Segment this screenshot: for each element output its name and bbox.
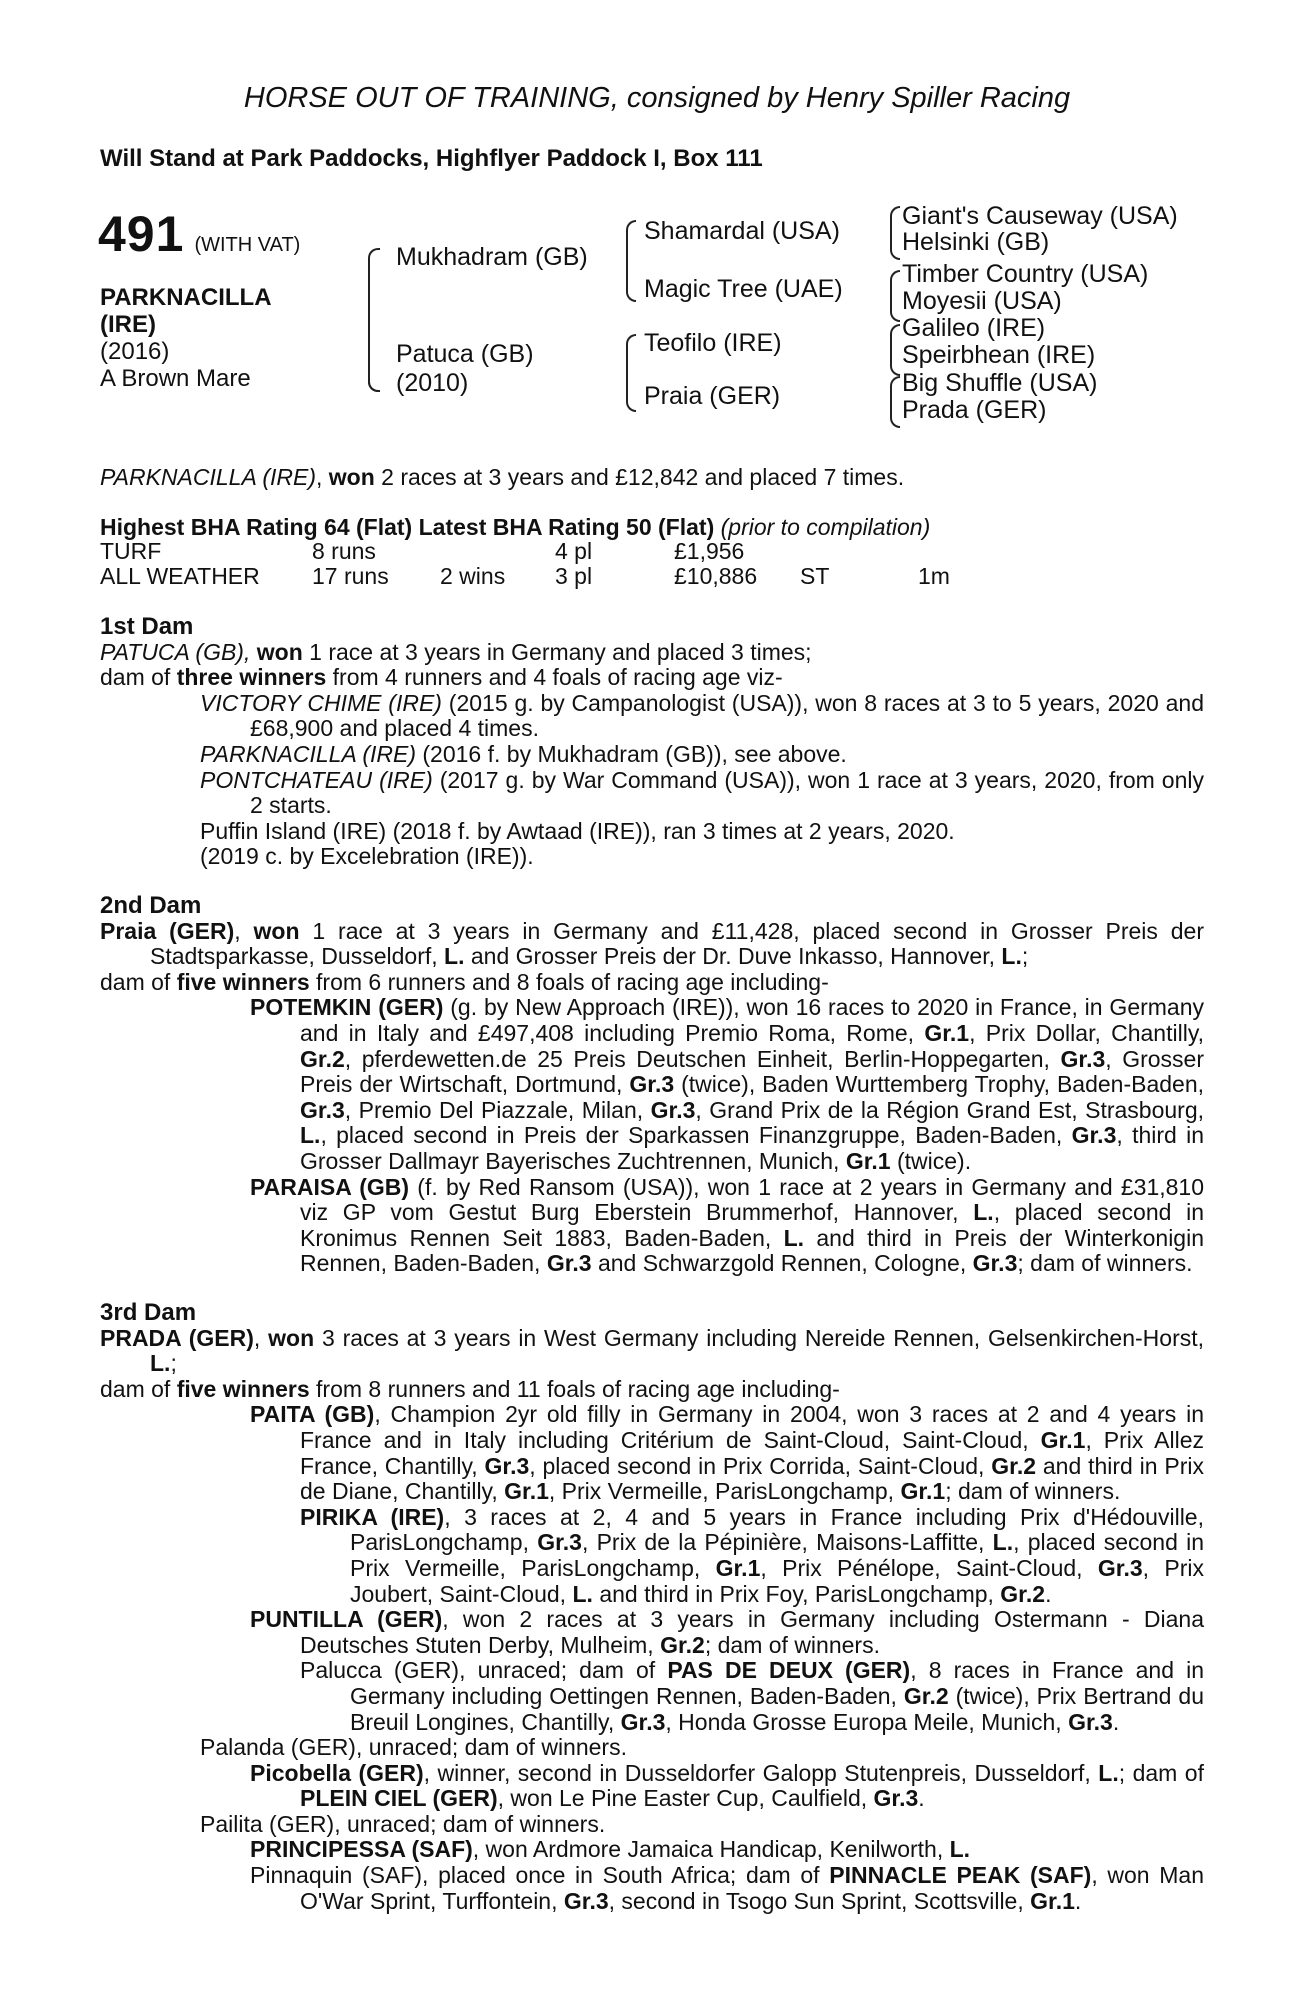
stat-prize: £10,886 — [674, 563, 758, 589]
first-dam-name: PATUCA (GB), — [100, 638, 251, 665]
stats-row-turf — [100, 538, 1200, 566]
dam-dam: Praia (GER) — [644, 382, 781, 410]
g: Gr.3 — [1097, 1554, 1143, 1581]
progeny-name: PUNTILLA (GER) — [250, 1606, 443, 1633]
dam-of-text: from 6 runners and 8 foals of racing age including- — [316, 968, 829, 995]
progeny-palanda: Palanda (GER), unraced; dam of winners. — [200, 1734, 627, 1761]
horse-country: (IRE) — [100, 311, 156, 338]
stat-going: ST — [800, 563, 830, 589]
g: Gr.2 — [1000, 1580, 1046, 1607]
third-dam-name: PRADA (GER) — [100, 1324, 254, 1351]
ggp-3: Timber Country (USA) — [902, 260, 1149, 288]
dam-of-label: dam of — [100, 664, 171, 691]
punct: , — [253, 1324, 261, 1351]
g: Gr.1 — [900, 1478, 946, 1505]
g: Gr.3 — [1071, 1122, 1117, 1149]
t: (twice). — [896, 1147, 972, 1174]
stat-placed: 4 pl — [555, 538, 593, 564]
progeny-name: Picobella (GER) — [250, 1759, 424, 1786]
won-label: won — [253, 917, 300, 944]
record-text: 3 races at 3 years in West Germany including Nereide Rennen, Gelsenkirchen-Horst, — [321, 1324, 1205, 1351]
t: , placed second in Prix Corrida, Saint-Cloud, — [529, 1452, 985, 1479]
won-label: won — [268, 1324, 315, 1351]
stand-location: Will Stand at Park Paddocks, Highflyer Paddock I, Box 111 — [100, 145, 763, 172]
g: Gr.3 — [629, 1071, 675, 1098]
t: . — [1074, 1887, 1082, 1914]
g: Gr.1 — [715, 1554, 761, 1581]
progeny-item — [100, 691, 1204, 742]
progeny-name: VICTORY CHIME (IRE) — [200, 689, 442, 716]
horse-description: A Brown Mare — [100, 365, 251, 392]
t: ; dam of winners. — [704, 1631, 880, 1658]
t: (f. by Red Ransom (USA)), won 1 race at 2 years in Germany and £31,810 viz GP vom Gestut Burg Eberstein Brummerhof, Hannover, — [300, 1173, 1204, 1226]
g: Gr.3 — [300, 1096, 345, 1123]
ggp-1: Giant's Causeway (USA) — [902, 202, 1178, 230]
stat-wins: 2 wins — [440, 563, 506, 589]
consignor-heading: HORSE OUT OF TRAINING, consigned by Henry Spiller Racing — [243, 82, 1071, 114]
punct: , — [234, 917, 241, 944]
t: , placed second in Prix Vermeille, ParisLongchamp, — [350, 1529, 1205, 1581]
dam-sire: Teofilo (IRE) — [644, 329, 782, 357]
g: Gr.2 — [991, 1452, 1037, 1479]
lot-number-block — [98, 205, 300, 263]
g: L. — [992, 1529, 1014, 1556]
ggp-6: Speirbhean (IRE) — [902, 341, 1096, 369]
progeny-text: (2015 g. by Campanologist (USA)), won 8 races at 3 to 5 years, 2020 and £68,900 and placed 4 times. — [250, 689, 1205, 742]
t: , Prix Vermeille, ParisLongchamp, — [548, 1478, 895, 1505]
g: Gr.3 — [546, 1250, 592, 1277]
t: ; dam of — [1118, 1759, 1204, 1786]
second-dam-record — [100, 919, 1204, 970]
punct: ; — [1021, 943, 1029, 970]
horse-identity — [100, 284, 272, 392]
ggp-8: Prada (GER) — [902, 396, 1047, 424]
g: Gr.3 — [537, 1529, 582, 1556]
grade-label: L. — [444, 943, 465, 970]
second-dam-title: 2nd Dam — [100, 892, 202, 919]
t: , won Ardmore Jamaica Handicap, Kenilworth, — [472, 1836, 944, 1863]
t: , 8 races in France and in Germany including Oettingen Rennen, Baden-Baden, — [350, 1657, 1204, 1709]
horse-name: PARKNACILLA — [100, 284, 272, 311]
second-dam-section — [100, 893, 1204, 1277]
stat-surface: TURF — [100, 538, 162, 564]
t: , winner, second in Dusseldorfer Galopp Stutenpreis, Dusseldorf, — [423, 1759, 1091, 1786]
dam-year: (2010) — [396, 369, 469, 397]
t: , won Le Pine Easter Cup, Caulfield, — [497, 1785, 868, 1812]
third-dam-record — [100, 1326, 1204, 1377]
dam-of-winners: three winners — [176, 664, 327, 691]
record-horse: PARKNACILLA (IRE) — [100, 464, 316, 490]
t: , placed second in Kronimus Rennen Seit 1883, Baden-Baden, — [300, 1199, 1205, 1251]
t: and third in Prix Foy, ParisLongchamp, — [599, 1580, 994, 1607]
t: , Champion 2yr old filly in Germany in 2004, won 3 races at 2 and 4 years in France and in Italy including Critérium de Saint-Cloud, Saint-Cloud, — [300, 1401, 1204, 1453]
t: , Prix Allez France, Chantilly, — [300, 1426, 1204, 1479]
t: (twice), Prix Bertrand du Breuil Longines, Chantilly, — [350, 1682, 1204, 1735]
t: , Grosser Preis der Wirtschaft, Dortmund, — [300, 1045, 1205, 1098]
progeny-name: PAITA (GB) — [250, 1401, 375, 1428]
progeny-name: PINNACLE PEAK (SAF) — [829, 1862, 1092, 1889]
g: L. — [572, 1580, 593, 1607]
t: . — [918, 1785, 925, 1812]
g: Gr.1 — [1030, 1887, 1075, 1914]
stat-runs: 17 runs — [312, 563, 389, 589]
first-dam-title: 1st Dam — [100, 613, 194, 640]
t: , Premio Del Piazzale, Milan, — [344, 1096, 644, 1123]
g: Gr.3 — [484, 1452, 530, 1479]
t: , Prix Dollar, Chantilly, — [969, 1019, 1205, 1046]
sire-sire: Shamardal (USA) — [644, 217, 840, 245]
record-text: 1 race at 3 years in Germany and £11,428, placed second in Grosser Preis der Stadtsparkasse, Dusseldorf, — [150, 917, 1205, 970]
bha-rating — [100, 514, 930, 541]
ggp-2: Helsinki (GB) — [902, 228, 1050, 256]
progeny-item: (2019 c. by Excelebration (IRE)). — [200, 843, 534, 870]
grade-label: L. — [150, 1350, 171, 1377]
g: Gr.1 — [1040, 1426, 1086, 1453]
t: ; dam of winners. — [945, 1478, 1121, 1505]
t: ; dam of winners. — [1017, 1250, 1193, 1277]
third-dam-section — [100, 1300, 1204, 1914]
t: and Schwarzgold Rennen, Cologne, — [597, 1250, 967, 1277]
t: Pinnaquin (SAF), placed once in South Africa; dam of — [250, 1862, 820, 1889]
g: Gr.3 — [1060, 1045, 1106, 1072]
stat-placed: 3 pl — [555, 563, 593, 589]
g: Gr.3 — [563, 1887, 609, 1914]
t: , Prix de la Pépinière, Maisons-Laffitte, — [581, 1529, 985, 1556]
horse-year: (2016) — [100, 338, 170, 365]
progeny-item: Puffin Island (IRE) (2018 f. by Awtaad (IRE)), ran 3 times at 2 years, 2020. — [200, 817, 955, 844]
dam-bracket — [368, 326, 380, 392]
record-won: won — [328, 464, 375, 490]
t: , Prix Pénélope, Saint-Cloud, — [760, 1554, 1083, 1581]
record-text: and Grosser Preis der Dr. Duve Inkasso, Hannover, — [470, 943, 996, 970]
progeny-pinnaquin — [100, 1863, 1204, 1914]
progeny-potemkin — [100, 995, 1204, 1174]
progeny-name: PRINCIPESSA (SAF) — [250, 1836, 473, 1863]
t: , 3 races at 2, 4 and 5 years in France including Prix d'Hédouville, ParisLongchamp, — [350, 1503, 1204, 1556]
progeny-name: PLEIN CIEL (GER) — [300, 1785, 498, 1812]
progeny-name: POTEMKIN (GER) — [250, 994, 444, 1021]
g: Gr.2 — [660, 1631, 705, 1658]
sire: Mukhadram (GB) — [396, 243, 588, 271]
second-dam-name: Praia (GER) — [100, 917, 235, 944]
t: . — [1112, 1708, 1120, 1735]
dam-of-label: dam of — [100, 968, 171, 995]
progeny-text: (2017 g. by War Command (USA)), won 1 race at 3 years, 2020, from only 2 starts. — [250, 766, 1205, 819]
g: Gr.1 — [504, 1478, 549, 1505]
first-dam-section — [100, 614, 1204, 870]
g: L. — [300, 1122, 321, 1149]
g: L. — [1098, 1759, 1119, 1786]
t: , pferdewetten.de 25 Preis Deutschen Einheit, Berlin-Hoppegarten, — [344, 1045, 1050, 1072]
ggp-bracket-3 — [890, 324, 900, 376]
t: . — [1045, 1580, 1052, 1607]
g: Gr.2 — [300, 1045, 345, 1072]
rating-values: Highest BHA Rating 64 (Flat) Latest BHA Rating 50 (Flat) — [100, 514, 715, 540]
progeny-item — [100, 768, 1204, 819]
progeny-name: PIRIKA (IRE) — [300, 1503, 445, 1530]
sire-dam: Magic Tree (UAE) — [644, 275, 843, 303]
t: , Honda Grosse Europa Meile, Munich, — [665, 1708, 1062, 1735]
g: Gr.3 — [1068, 1708, 1113, 1735]
g: Gr.3 — [972, 1250, 1018, 1277]
stat-distance: 1m — [918, 563, 950, 589]
t: , Prix Joubert, Saint-Cloud, — [350, 1554, 1205, 1607]
dam-of-label: dam of — [100, 1375, 171, 1402]
record-text: 2 races at 3 years and £12,842 and placed 7 times. — [381, 464, 905, 490]
ggp-4: Moyesii (USA) — [902, 287, 1062, 315]
dam-of-text: from 8 runners and 11 foals of racing age including- — [316, 1375, 840, 1402]
t: , won Man O'War Sprint, Turffontein, — [300, 1862, 1204, 1914]
stat-prize: £1,956 — [674, 538, 745, 564]
progeny-picobella — [100, 1761, 1204, 1812]
vat-label: (WITH VAT) — [194, 234, 301, 256]
g: L. — [783, 1224, 805, 1251]
ggp-bracket-2 — [890, 270, 900, 322]
ggp-bracket-4 — [890, 376, 900, 428]
progeny-text: (2016 f. by Mukhadram (GB)), see above. — [422, 740, 847, 767]
dam: Patuca (GB) — [396, 340, 534, 368]
t: Palucca (GER), unraced; dam of — [300, 1657, 656, 1684]
progeny-name: PARAISA (GB) — [250, 1173, 410, 1200]
g: Gr.1 — [845, 1147, 891, 1174]
g: L. — [973, 1199, 994, 1226]
first-dam-won: won — [256, 638, 303, 665]
progeny-principessa — [100, 1837, 1204, 1863]
progeny-paita — [100, 1402, 1204, 1504]
dam-of-winners: five winners — [176, 1375, 310, 1402]
punct: ; — [170, 1350, 177, 1377]
g: Gr.3 — [873, 1785, 919, 1812]
stats-row-all-weather — [100, 563, 1200, 591]
first-dam-text: 1 race at 3 years in Germany and placed 3 times; — [309, 638, 812, 665]
grade-label: L. — [1001, 943, 1022, 970]
t: (twice), Baden Wurttemberg Trophy, Baden-Baden, — [681, 1071, 1205, 1098]
stat-surface: ALL WEATHER — [100, 563, 260, 589]
progeny-name: PAS DE DEUX (GER) — [667, 1657, 911, 1684]
t: , won 2 races at 3 years in Germany including Ostermann - Diana Deutsches Stuten Derby, Mulheim, — [300, 1606, 1204, 1658]
t: , Grand Prix de la Région Grand Est, Strasbourg, — [695, 1096, 1204, 1123]
ggp-bracket-1 — [890, 206, 900, 260]
progeny-palucca — [100, 1658, 1204, 1735]
progeny-paraisa — [100, 1175, 1204, 1277]
t: , second in Tsogo Sun Sprint, Scottsville, — [608, 1887, 1024, 1914]
g: Gr.3 — [650, 1096, 696, 1123]
g: Gr.1 — [924, 1019, 970, 1046]
g: Gr.3 — [620, 1708, 666, 1735]
sire-line-bracket — [626, 220, 636, 302]
dam-line-bracket — [626, 334, 636, 412]
g: L. — [949, 1836, 971, 1863]
dam-of-winners: five winners — [176, 968, 310, 995]
progeny-item — [100, 742, 1204, 768]
progeny-pailita: Pailita (GER), unraced; dam of winners. — [200, 1810, 606, 1837]
progeny-name: PONTCHATEAU (IRE) — [200, 766, 433, 793]
t: , placed second in Preis der Sparkassen Finanzgruppe, Baden-Baden, — [320, 1122, 1063, 1149]
progeny-puntilla — [100, 1607, 1204, 1658]
progeny-name: PARKNACILLA (IRE) — [200, 740, 416, 767]
race-record: PARKNACILLA (IRE), won 2 races at 3 years and £12,842 and placed 7 times. — [100, 464, 905, 490]
rating-note: (prior to compilation) — [720, 514, 931, 540]
t: and third in Preis der Winterkonigin Rennen, Baden-Baden, — [300, 1224, 1204, 1277]
ggp-7: Big Shuffle (USA) — [902, 369, 1098, 397]
progeny-pirika — [100, 1505, 1204, 1607]
t: and third in Prix de Diane, Chantilly, — [300, 1452, 1204, 1505]
lot-number: 491 — [98, 206, 185, 262]
dam-of-text: from 4 runners and 4 foals of racing age viz- — [332, 664, 783, 691]
t: (g. by New Approach (IRE)), won 16 races to 2020 in France, in Germany and in Italy and £497,408 including Premio Roma, Rome, — [300, 994, 1205, 1046]
third-dam-title: 3rd Dam — [100, 1299, 197, 1326]
ggp-5: Galileo (IRE) — [902, 314, 1046, 342]
stat-runs: 8 runs — [312, 538, 376, 564]
t: , third in Grosser Dallmayr Bayerisches Zuchtrennen, Munich, — [300, 1122, 1205, 1174]
g: Gr.2 — [903, 1682, 949, 1709]
